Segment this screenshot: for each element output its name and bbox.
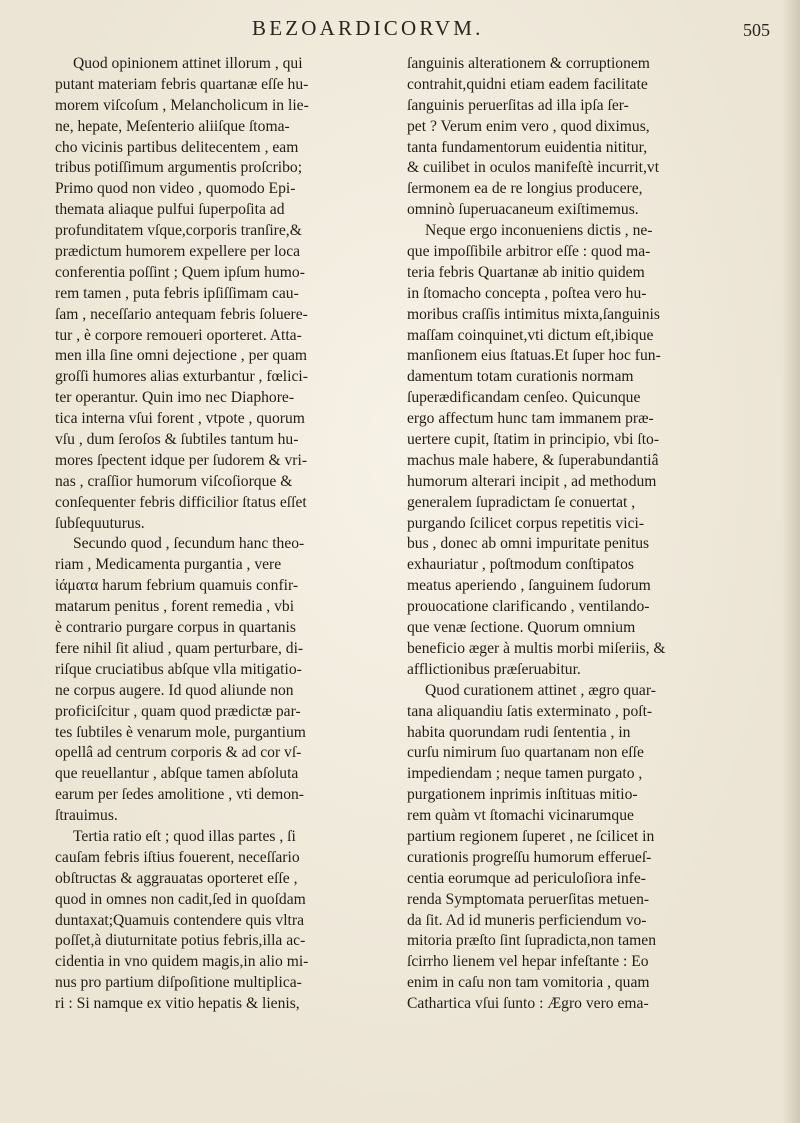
page-number: 505	[743, 20, 770, 40]
text-line: renda Symptomata peruerſitas metuen-	[407, 890, 650, 908]
text-line: conſequenter febris difficilior ſtatus eſſet	[55, 493, 307, 511]
text-line: mitoria præſto ſint ſupradicta,non tamen	[407, 932, 657, 950]
text-line: machus male habere, & ſuperabundantiâ	[407, 451, 659, 469]
text-line: profunditatem vſque,corporis tranſire,&	[55, 222, 302, 240]
text-line: ri : Si namque ex vitio hepatis & lienis,	[55, 995, 300, 1013]
text-line: cidentia in vno quidem magis,in alio mi-	[55, 953, 309, 971]
text-line: fere nihil ſit aliud , quam perturbare, di-	[55, 639, 304, 657]
text-line: curationis progreſſu humorum efferueſ-	[407, 848, 652, 866]
text-line: centia eorumque ad periculoſiora infe-	[407, 869, 646, 887]
text-line: contrahit,quidni etiam eadem facilitate	[407, 75, 648, 93]
text-line: ſtrauimus.	[55, 807, 118, 825]
text-line: ſuperædificandam cenſeo. Quicunque	[407, 389, 641, 407]
text-line: ne, hepate, Meſenterio aliiſque ſtoma-	[55, 117, 290, 135]
text-line: da ſit. Ad id muneris perficiendum vo-	[407, 911, 647, 929]
text-line: ſcirrho lienem vel hepar infeſtante : Eo	[407, 953, 649, 971]
text-line: matarum penitus , forent remedia , vbi	[55, 598, 295, 616]
text-line: cho vicinis partibus delitecentem , eam	[55, 138, 299, 156]
text-line: riſque cruciatibus abſque vlla mitigatio-	[55, 660, 302, 678]
text-line: vſu , dum ſeroſos & ſubtiles tantum hu-	[55, 431, 299, 449]
text-line: ſam , neceſſario antequam febris ſoluere-	[55, 305, 308, 323]
text-line: purgationem inprimis inſtituas mitio-	[407, 786, 638, 804]
text-line: meatus aperiendo , ſanguinem ſudorum	[407, 577, 651, 595]
text-line: que reuellantur , abſque tamen abſoluta	[55, 765, 299, 783]
text-line: mores ſpectent idque per ſudorem & vri-	[55, 451, 308, 469]
text-line: ſubſequuturus.	[55, 514, 145, 532]
text-line: Tertia ratio eſt ; quod illas partes , ſi	[73, 827, 296, 845]
text-line: exhauriatur , poſtmodum conſtipatos	[407, 556, 634, 574]
text-line: ne corpus augere. Id quod aliunde non	[55, 681, 294, 699]
text-line: partium regionem ſuperet , ne ſcilicet in	[407, 827, 655, 845]
text-line: duntaxat;Quamuis contendere quis vltra	[55, 911, 304, 929]
text-line: themata aliaque pulfui ſuperpoſita ad	[55, 201, 285, 219]
text-line: manſionem eius ſtatuas.Et ſuper hoc fun-	[407, 347, 661, 365]
text-line: ἰάματα harum febrium quamuis confir-	[55, 577, 299, 595]
text-line: afflictionibus præſeruabitur.	[407, 660, 581, 678]
text-line: pet ? Verum enim vero , quod diximus,	[407, 117, 650, 135]
text-line: putant materiam febris quartanæ eſſe hu-	[55, 75, 309, 93]
text-line: Cathartica vſui ſunto : Ægro vero ema-	[407, 995, 649, 1013]
text-line: morem viſcoſum , Melancholicum in lie-	[55, 96, 309, 114]
text-line: ergo affectum hunc tam immanem præ-	[407, 410, 654, 428]
text-line: tanta fundamentorum euidentia nititur,	[407, 138, 648, 156]
text-line: nas , craſſior humorum viſcoſiorque &	[55, 472, 293, 490]
text-line: prædictum humorem expellere per loca	[55, 243, 301, 261]
text-line: è contrario purgare corpus in quartanis	[55, 619, 296, 637]
text-line: ſermonem ea de re longius producere,	[407, 180, 643, 198]
text-line: que venæ ſectione. Quorum omnium	[407, 619, 636, 637]
left-column	[55, 54, 378, 1015]
text-line: tana aliquandiu ſatis exterminato , poſt-	[407, 702, 653, 720]
text-line: Quod opinionem attinet illorum , qui	[73, 55, 303, 72]
text-line: quod in omnes non cadit,ſed in quoſdam	[55, 890, 306, 908]
text-line: ſanguinis alterationem & corruptionem	[407, 55, 650, 72]
text-line: riam , Medicamenta purgantia , vere	[55, 556, 282, 574]
text-line: tur , è corpore remoueri oporteret. Atta-	[55, 326, 302, 344]
text-line: conferentia poſſint ; Quem ipſum humo-	[55, 263, 305, 281]
text-line: impediendam ; neque tamen purgato ,	[407, 765, 643, 783]
text-line: omninò ſuperuacaneum exiſtimemus.	[407, 201, 639, 219]
text-line: curſu nimirum ſuo quartanam non eſſe	[407, 744, 644, 762]
text-line: prouocatione clarificando , ventilando-	[407, 598, 650, 616]
text-line: poſſet,à diuturnitate potius febris,illa ac-	[55, 932, 306, 950]
text-line: ter operantur. Quin imo nec Diaphore-	[55, 389, 295, 407]
text-line: rem quàm vt ſtomachi vicinarumque	[407, 807, 634, 825]
text-line: tribus potiſſimum argumentis proſcribo;	[55, 159, 303, 177]
text-line: rem tamen , puta febris ipſiſſimam cau-	[55, 284, 299, 302]
page-header	[0, 14, 800, 44]
text-line: humorum alterari incipit , ad methodum	[407, 472, 657, 490]
text-line: obſtructas & aggrauatas oporteret eſſe ,	[55, 869, 298, 887]
text-line: maſſam coinquinet,vti dictum eſt,ibique	[407, 326, 654, 344]
right-column	[407, 54, 762, 1015]
text-line: Secundo quod , ſecundum hanc theo-	[73, 535, 305, 553]
text-line: ſanguinis peruerſitas ad illa ipſa ſer-	[407, 96, 629, 114]
text-line: habita quorundam rudi ſententia , in	[407, 723, 631, 741]
running-head: BEZOARDICORVM.	[252, 16, 484, 40]
text-line: tica interna vſui forent , vtpote , quorum	[55, 410, 305, 428]
text-line: enim in caſu non tam vomitoria , quam	[407, 974, 650, 992]
text-line: Primo quod non video , quomodo Epi-	[55, 180, 296, 198]
text-line: bus , donec ab omni impuritate penitus	[407, 535, 650, 553]
text-line: damentum totam curationis normam	[407, 368, 634, 386]
text-line: beneficio æger à multis morbi miſeriis, &	[407, 639, 666, 657]
text-line: & cuilibet in oculos manifeſtè incurrit,vt	[407, 159, 660, 177]
text-line: Neque ergo inconueniens dictis , ne-	[425, 222, 653, 240]
text-line: in ſtomacho concepta , poſtea vero hu-	[407, 284, 647, 302]
text-line: opellâ ad centrum corporis & ad cor vſ-	[55, 744, 302, 762]
text-line: tes ſubtiles è venarum mole, purgantium	[55, 723, 306, 741]
text-line: generalem ſupradictam ſe conuertat ,	[407, 493, 636, 511]
page-edge-shadow	[782, 0, 800, 1123]
text-line: groſſi humores alias exturbantur , fœlici-	[55, 368, 308, 386]
text-line: moribus craſſis intimitus mixta,ſanguinis	[407, 305, 660, 323]
text-line: proficiſcitur , quam quod prædictæ par-	[55, 702, 301, 720]
text-line: que impoſſibile arbitror eſſe : quod ma-	[407, 243, 651, 261]
text-line: teria febris Quartanæ ab initio quidem	[407, 263, 645, 281]
text-line: Quod curationem attinet , ægro quar-	[425, 681, 656, 699]
text-line: cauſam febris iſtius fouerent, neceſſario	[55, 848, 300, 866]
text-line: men illa ſine omni dejectione , per quam	[55, 347, 308, 365]
text-line: uertere cupit, ſtatim in principio, vbi ſto-	[407, 431, 660, 449]
text-line: earum per ſedes amolitione , vti demon-	[55, 786, 304, 804]
text-line: nus pro partium diſpoſitione multiplica-	[55, 974, 302, 992]
text-line: purgando ſcilicet corpus repetitis vici-	[407, 514, 645, 532]
